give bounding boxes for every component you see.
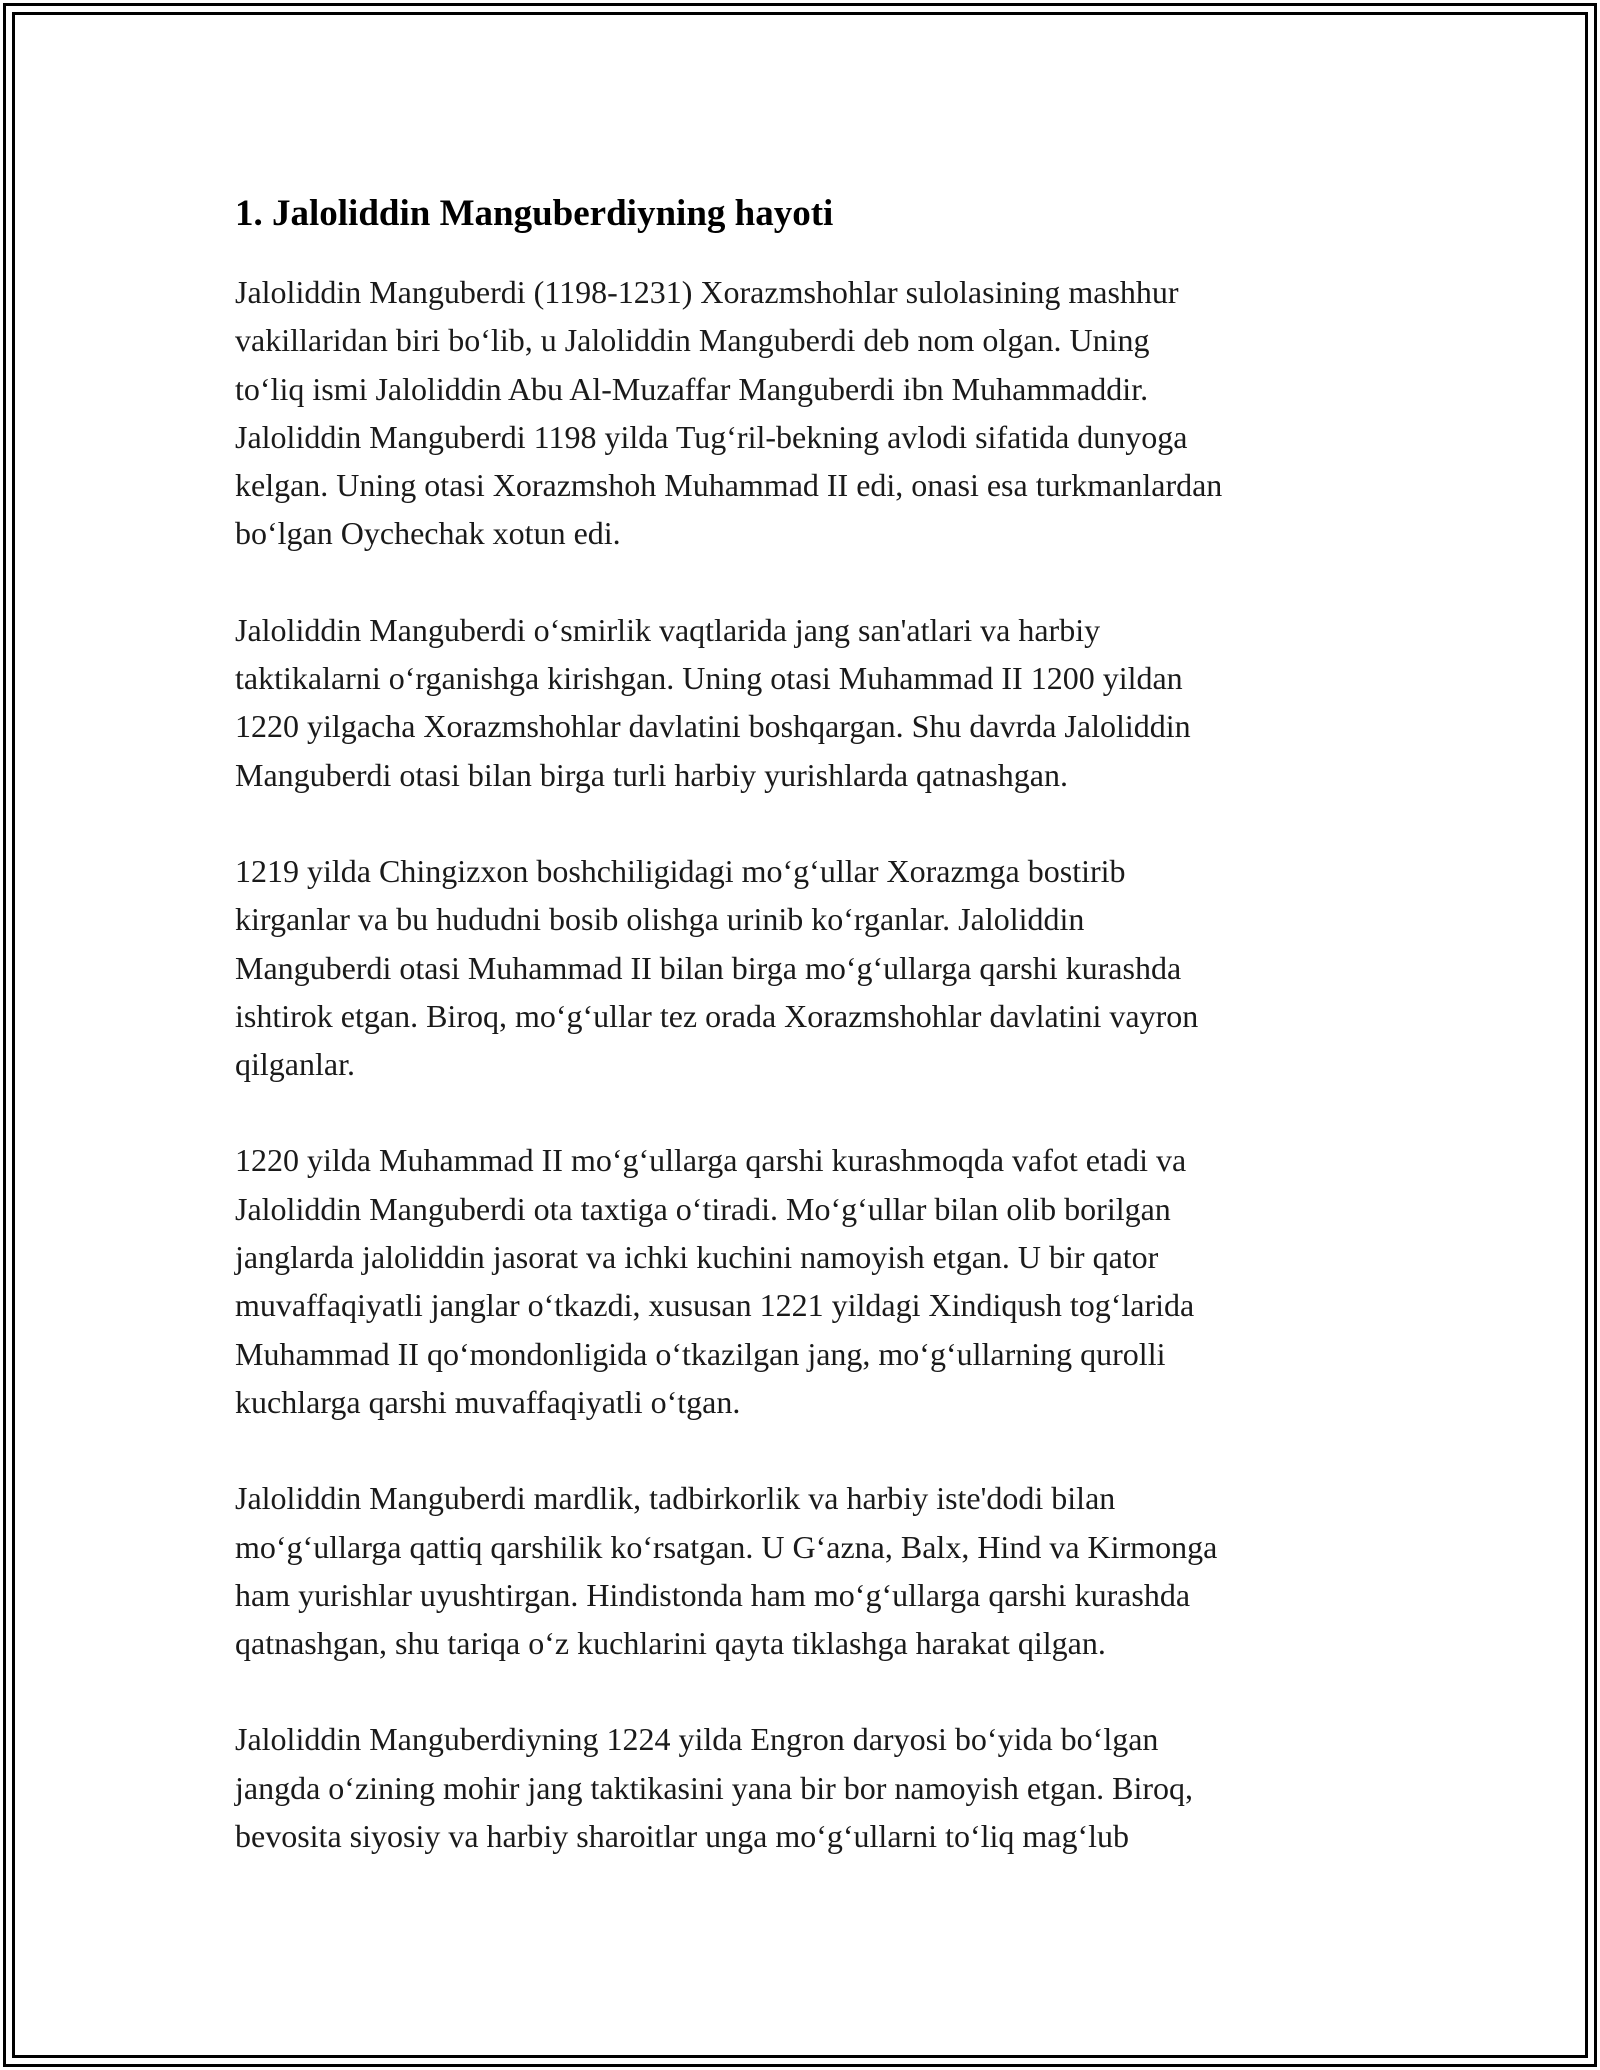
text-line: mo‘g‘ullarga qattiq qarshilik ko‘rsatgan. U G‘azna, Balx, Hind va Kirmonga — [235, 1528, 1218, 1565]
paragraph-6 — [235, 1715, 1385, 1860]
text-line: 1219 yilda Chingizxon boshchiligidagi mo‘g‘ullar Xorazmga bostirib — [235, 852, 1126, 889]
text-line: kirganlar va bu hududni bosib olishga urinib ko‘rganlar. Jaloliddin — [235, 901, 1085, 938]
text-line: Jaloliddin Manguberdi (1198-1231) Xorazmshohlar sulolasining mashhur — [235, 274, 1179, 310]
paragraph-3 — [235, 847, 1385, 1088]
text-line: to‘liq ismi Jaloliddin Abu Al-Muzaffar Manguberdi ibn Muhammaddir. — [235, 370, 1149, 407]
paragraph-2 — [235, 606, 1385, 799]
text-line: 1220 yilgacha Xorazmshohlar davlatini boshqargan. Shu davrda Jaloliddin — [235, 708, 1191, 745]
section-heading: 1. Jaloliddin Manguberdiyning hayoti — [235, 193, 834, 234]
paragraph-1 — [235, 268, 1385, 558]
paragraph-5 — [235, 1474, 1385, 1667]
text-line: ham yurishlar uyushtirgan. Hindistonda ham mo‘g‘ullarga qarshi kurashda — [235, 1576, 1191, 1613]
text-line: bo‘lgan Oychechak xotun edi. — [235, 515, 621, 552]
text-line: Manguberdi otasi bilan birga turli harbiy yurishlarda qatnashgan. — [235, 756, 1068, 793]
document-body — [235, 190, 1385, 1860]
text-line: Jaloliddin Manguberdi ota taxtiga o‘tiradi. Mo‘g‘ullar bilan olib borilgan — [235, 1190, 1171, 1227]
paragraph-4 — [235, 1136, 1385, 1426]
text-line: bevosita siyosiy va harbiy sharoitlar unga mo‘g‘ullarni to‘liq mag‘lub — [235, 1818, 1130, 1855]
text-line: ishtirok etgan. Biroq, mo‘g‘ullar tez orada Xorazmshohlar davlatini vayron — [235, 997, 1199, 1034]
text-line: Jaloliddin Manguberdi mardlik, tadbirkorlik va harbiy iste'dodi bilan — [235, 1480, 1116, 1517]
text-line: vakillaridan biri bo‘lib, u Jaloliddin Manguberdi deb nom olgan. Uning — [235, 322, 1150, 359]
text-line: muvaffaqiyatli janglar o‘tkazdi, xususan 1221 yildagi Xindiqush tog‘larida — [235, 1287, 1195, 1324]
text-line: Jaloliddin Manguberdi o‘smirlik vaqtlarida jang san'atlari va harbiy — [235, 611, 1101, 648]
text-line: 1220 yilda Muhammad II mo‘g‘ullarga qarshi kurashmoqda vafot etadi va — [235, 1142, 1187, 1179]
text-line: kelgan. Uning otasi Xorazmshoh Muhammad II edi, onasi esa turkmanlardan — [235, 467, 1223, 504]
text-line: janglarda jaloliddin jasorat va ichki kuchini namoyish etgan. U bir qator — [235, 1239, 1159, 1276]
text-line: qilganlar. — [235, 1046, 355, 1083]
text-line: taktikalarni o‘rganishga kirishgan. Uning otasi Muhammad II 1200 yildan — [235, 660, 1183, 697]
text-line: jangda o‘zining mohir jang taktikasini yana bir bor namoyish etgan. Biroq, — [235, 1769, 1194, 1806]
text-line: Jaloliddin Manguberdiyning 1224 yilda Engron daryosi bo‘yida bo‘lgan — [235, 1721, 1159, 1758]
text-line: Muhammad II qo‘mondonligida o‘tkazilgan jang, mo‘g‘ullarning qurolli — [235, 1335, 1166, 1372]
text-line: Manguberdi otasi Muhammad II bilan birga mo‘g‘ullarga qarshi kurashda — [235, 949, 1182, 986]
text-line: kuchlarga qarshi muvaffaqiyatli o‘tgan. — [235, 1383, 741, 1420]
text-line: Jaloliddin Manguberdi 1198 yilda Tug‘ril-bekning avlodi sifatida dunyoga — [235, 418, 1188, 455]
text-line: qatnashgan, shu tariqa o‘z kuchlarini qayta tiklashga harakat qilgan. — [235, 1625, 1106, 1662]
